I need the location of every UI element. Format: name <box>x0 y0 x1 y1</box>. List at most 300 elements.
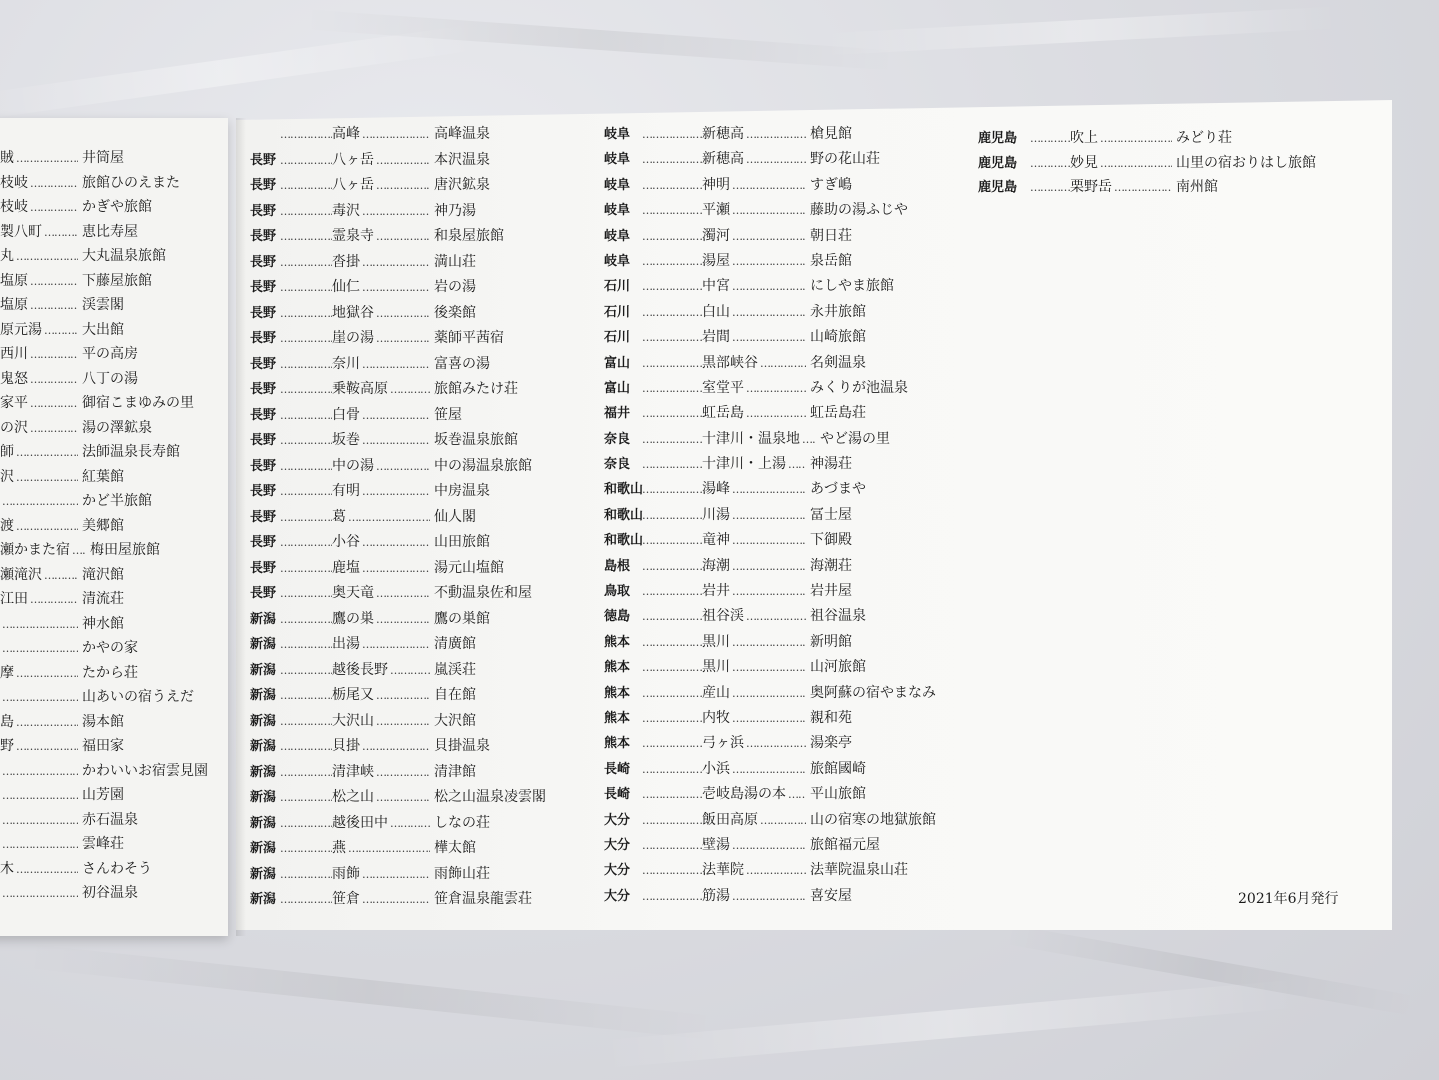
list-item <box>978 151 1316 176</box>
prefecture-label: 岐阜 <box>604 203 631 219</box>
inn-name: 奥阿蘇の宿やまなみ <box>810 684 936 701</box>
area-label: 黒川 <box>702 659 730 676</box>
list-item <box>0 710 208 735</box>
list-item <box>604 706 936 731</box>
leader-dots <box>746 122 806 147</box>
area-label: 塩原 <box>0 297 28 313</box>
leader-dots <box>30 343 78 368</box>
area-label: 飯田高原 <box>702 811 758 828</box>
list-item <box>0 881 208 906</box>
area-label: 白山 <box>702 303 730 320</box>
prefecture-label: 熊本 <box>604 634 631 650</box>
inn-name: 和泉屋旅館 <box>434 228 504 244</box>
leader-dots <box>802 427 816 452</box>
inn-name: 旅館國崎 <box>810 760 866 777</box>
area-label: 白骨 <box>332 406 360 423</box>
area-label: 新穂高 <box>702 151 744 168</box>
area-label: 祖谷渓 <box>702 608 744 625</box>
leader-dots <box>280 428 332 454</box>
inn-name: 藤助の湯ふじや <box>810 202 908 219</box>
list-item <box>250 326 546 352</box>
leader-dots <box>16 662 78 687</box>
area-label: 枝岐 <box>0 199 28 215</box>
area-label: 仙仁 <box>332 279 360 295</box>
area-label: 塩原 <box>0 272 28 289</box>
prefecture-label: 新潟 <box>250 713 277 729</box>
prefecture-label: 和歌山 <box>604 482 644 498</box>
area-label: 笹倉 <box>332 891 360 907</box>
list-item <box>604 630 936 655</box>
list-item <box>0 489 208 514</box>
area-label: 中宮 <box>702 278 730 295</box>
prefecture-label: 新潟 <box>250 637 277 652</box>
list-item <box>250 607 546 633</box>
list-item <box>978 126 1316 151</box>
inn-name: すぎ嶋 <box>810 176 852 193</box>
list-item <box>250 199 546 225</box>
list-item <box>604 274 936 299</box>
leader-dots <box>280 199 332 225</box>
prefecture-label: 鳥取 <box>604 584 631 600</box>
area-label: 虹岳島 <box>702 405 744 422</box>
area-label: 鬼怒 <box>0 370 28 387</box>
prefecture-label: 新潟 <box>250 688 277 703</box>
leader-dots <box>280 301 332 327</box>
prefecture-label: 長野 <box>250 458 277 474</box>
leader-dots <box>362 428 430 454</box>
leader-dots <box>362 352 430 378</box>
leader-dots <box>280 530 332 556</box>
area-label: 枝岐 <box>0 174 28 191</box>
area-label: 坂巻 <box>332 432 360 448</box>
leader-dots <box>362 199 430 225</box>
leader-dots <box>376 326 430 352</box>
prefecture-label: 長野 <box>250 152 277 168</box>
leader-dots <box>642 274 702 299</box>
leader-dots <box>280 352 332 378</box>
leader-dots <box>642 147 702 172</box>
leader-dots <box>280 760 332 786</box>
area-label: 小谷 <box>332 534 360 550</box>
inn-name: 福田家 <box>82 738 124 754</box>
area-label: 毒沢 <box>332 202 360 219</box>
inn-name: 鷹の巣館 <box>434 610 490 627</box>
list-item <box>0 440 208 465</box>
area-label: 越後長野 <box>332 661 388 678</box>
inn-name: 岩井屋 <box>810 583 852 600</box>
area-label: 沢 <box>0 468 14 485</box>
list-item <box>0 367 208 392</box>
prefecture-label: 長野 <box>250 178 277 193</box>
left-page-list <box>0 146 208 906</box>
prefecture-label: 長野 <box>250 560 277 576</box>
leader-dots <box>280 556 332 582</box>
inn-name: 平の高房 <box>82 346 138 362</box>
prefecture-label: 和歌山 <box>604 533 644 549</box>
prefecture-label: 富山 <box>604 355 631 371</box>
prefecture-label: 長野 <box>250 356 277 372</box>
prefecture-label: 新潟 <box>250 841 277 856</box>
area-label: 妙見 <box>1070 154 1098 171</box>
inn-name: 神湯荘 <box>810 456 852 473</box>
leader-dots <box>362 530 430 556</box>
area-label: 原元湯 <box>0 321 42 338</box>
leader-dots <box>280 505 332 531</box>
list-item <box>0 832 208 857</box>
area-label: 栃尾又 <box>332 687 374 703</box>
leader-dots <box>642 300 702 325</box>
area-label: 葛 <box>332 508 346 525</box>
prefecture-label: 長野 <box>250 484 277 499</box>
inn-name: 渓雲閣 <box>82 297 124 313</box>
prefecture-label: 長野 <box>250 331 277 346</box>
list-item <box>604 757 936 782</box>
list-item <box>250 173 546 199</box>
inn-name: 不動温泉佐和屋 <box>434 585 532 601</box>
leader-dots <box>280 581 332 607</box>
leader-dots <box>30 294 78 319</box>
area-label: 出湯 <box>332 636 360 652</box>
leader-dots <box>72 539 86 564</box>
leader-dots <box>732 833 806 858</box>
inn-name: 嵐渓荘 <box>434 661 476 678</box>
leader-dots <box>30 196 78 221</box>
leader-dots <box>362 632 430 658</box>
leader-dots <box>280 658 332 684</box>
area-label: 平瀬 <box>702 202 730 219</box>
area-label: 鷹の巣 <box>332 610 374 627</box>
leader-dots <box>44 221 78 246</box>
leader-dots <box>732 477 806 502</box>
list-item <box>0 636 208 661</box>
leader-dots <box>642 757 702 782</box>
inn-name: 樺太館 <box>434 840 476 856</box>
area-label: 地獄谷 <box>332 304 374 321</box>
leader-dots <box>642 528 702 553</box>
list-item <box>0 465 208 490</box>
list-item <box>250 377 546 403</box>
list-item <box>604 655 936 680</box>
prefecture-label: 岐阜 <box>604 228 631 244</box>
area-label: 川湯 <box>702 506 730 523</box>
inn-name: 海潮荘 <box>810 557 852 574</box>
area-label: 貝掛 <box>332 738 360 754</box>
prefecture-label: 新潟 <box>250 892 277 907</box>
leader-dots <box>1030 152 1070 177</box>
leader-dots <box>732 630 806 655</box>
leader-dots <box>348 836 430 862</box>
inn-name: さんわそう <box>82 860 152 877</box>
inn-name: 神水館 <box>82 615 124 632</box>
leader-dots <box>746 147 806 172</box>
prefecture-label: 熊本 <box>604 685 631 701</box>
list-item <box>250 658 546 684</box>
inn-name: 山田旅館 <box>434 534 490 550</box>
inn-name: 雨飾山荘 <box>434 865 490 882</box>
prefecture-label: 新潟 <box>250 764 277 780</box>
inn-name: 湯の澤鉱泉 <box>82 419 152 436</box>
area-label: 沓掛 <box>332 253 360 270</box>
area-label: 黒部峡谷 <box>702 354 758 371</box>
leader-dots <box>2 784 78 809</box>
inn-name: 湯元山塩館 <box>434 559 504 576</box>
inn-name: 坂巻温泉旅館 <box>434 432 518 448</box>
inn-name: たから荘 <box>82 664 138 681</box>
list-item <box>0 563 208 588</box>
leader-dots <box>280 275 332 301</box>
inn-name: 大丸温泉旅館 <box>82 248 166 264</box>
leader-dots <box>642 706 702 731</box>
inn-name: 山里の宿おりはし旅館 <box>1176 154 1316 171</box>
leader-dots <box>280 607 332 633</box>
leader-dots <box>280 683 332 709</box>
leader-dots <box>44 564 78 589</box>
inn-name: 中の湯温泉旅館 <box>434 457 532 474</box>
list-item <box>0 857 208 882</box>
inn-name: 笹屋 <box>434 406 462 423</box>
leader-dots <box>362 734 430 760</box>
prefecture-label: 新潟 <box>250 662 277 678</box>
inn-name: 松之山温泉凌雲閣 <box>434 789 546 805</box>
leader-dots <box>642 858 702 883</box>
leader-dots <box>376 224 430 250</box>
leader-dots <box>280 734 332 760</box>
area-label: 奥天竜 <box>332 585 374 601</box>
inn-name: やど湯の里 <box>820 430 890 447</box>
list-item <box>0 808 208 833</box>
list-item <box>604 833 936 858</box>
leader-dots <box>642 249 702 274</box>
inn-name: 富喜の湯 <box>434 355 490 372</box>
list-item <box>604 528 936 553</box>
leader-dots <box>376 148 430 174</box>
area-label: 家平 <box>0 395 28 411</box>
area-label: 木 <box>0 860 14 877</box>
area-label: 新穂高 <box>702 126 744 142</box>
leader-dots <box>732 300 806 325</box>
leader-dots <box>642 224 702 249</box>
inn-name: 紅葉館 <box>82 468 124 485</box>
prefecture-label: 大分 <box>604 837 631 853</box>
list-item <box>604 249 936 274</box>
area-label: 十津川・温泉地 <box>702 430 800 447</box>
leader-dots <box>642 579 702 604</box>
prefecture-label: 熊本 <box>604 736 631 752</box>
inn-name: 大出館 <box>82 321 124 338</box>
leader-dots <box>746 858 806 883</box>
list-item <box>0 538 208 563</box>
list-item <box>250 556 546 582</box>
area-label: 乗鞍高原 <box>332 381 388 397</box>
leader-dots <box>642 401 702 426</box>
prefecture-label: 大分 <box>604 812 631 828</box>
list-item <box>250 760 546 786</box>
leader-dots <box>2 833 78 858</box>
leader-dots <box>760 351 806 376</box>
list-item <box>604 427 936 452</box>
area-label: 内牧 <box>702 709 730 726</box>
leader-dots <box>44 319 78 344</box>
list-item <box>0 514 208 539</box>
inn-name: かど半旅館 <box>82 493 152 509</box>
inn-name: 親和苑 <box>810 709 852 726</box>
inn-name: 旅館ひのえまた <box>82 174 180 191</box>
leader-dots <box>642 351 702 376</box>
list-item <box>250 887 546 913</box>
list-item <box>250 224 546 250</box>
list-item <box>604 224 936 249</box>
area-label: 燕 <box>332 840 346 856</box>
leader-dots <box>376 173 430 199</box>
prefecture-label: 長野 <box>250 433 277 448</box>
area-label: 製八町 <box>0 223 42 240</box>
leader-dots <box>746 731 806 756</box>
list-item <box>0 146 208 171</box>
leader-dots <box>2 760 78 785</box>
list-item <box>0 759 208 784</box>
list-item <box>604 401 936 426</box>
leader-dots <box>642 503 702 528</box>
leader-dots <box>280 403 332 429</box>
list-item <box>0 685 208 710</box>
column-a-list <box>250 122 546 913</box>
list-item <box>250 785 546 811</box>
list-item <box>0 587 208 612</box>
list-item <box>604 325 936 350</box>
area-label: 竜神 <box>702 532 730 549</box>
leader-dots <box>732 579 806 604</box>
leader-dots <box>642 808 702 833</box>
prefecture-label: 岐阜 <box>604 152 631 168</box>
list-item <box>0 293 208 318</box>
list-item <box>604 579 936 604</box>
leader-dots <box>280 326 332 352</box>
list-item <box>250 479 546 505</box>
leader-dots <box>746 376 806 401</box>
area-label: 筋湯 <box>702 887 730 904</box>
list-item <box>978 175 1316 200</box>
leader-dots <box>760 808 806 833</box>
inn-name: 貝掛温泉 <box>434 738 490 754</box>
leader-dots <box>16 735 78 760</box>
inn-name: にしやま旅館 <box>810 278 894 295</box>
leader-dots <box>732 528 806 553</box>
area-label: 弓ヶ浜 <box>702 735 744 752</box>
inn-name: 山河旅館 <box>810 659 866 676</box>
list-item <box>604 173 936 198</box>
leader-dots <box>1100 127 1172 152</box>
list-item <box>250 352 546 378</box>
leader-dots <box>642 122 702 147</box>
leader-dots <box>732 325 806 350</box>
area-label: 江田 <box>0 591 28 607</box>
leader-dots <box>732 198 806 223</box>
leader-dots <box>642 604 702 629</box>
prefecture-label: 新潟 <box>250 866 277 882</box>
leader-dots <box>642 427 702 452</box>
list-item <box>604 376 936 401</box>
leader-dots <box>280 836 332 862</box>
list-item <box>250 683 546 709</box>
inn-name: 滝沢館 <box>82 566 124 583</box>
leader-dots <box>2 637 78 662</box>
prefecture-label: 長野 <box>250 509 277 525</box>
leader-dots <box>642 731 702 756</box>
inn-name: 朝日荘 <box>810 227 852 244</box>
list-item <box>250 530 546 556</box>
inn-name: 湯楽亭 <box>810 735 852 752</box>
leader-dots <box>280 454 332 480</box>
list-item <box>604 477 936 502</box>
prefecture-label: 鹿児島 <box>978 180 1018 196</box>
inn-name: 初谷温泉 <box>82 885 138 901</box>
leader-dots <box>1030 127 1070 152</box>
leader-dots <box>280 250 332 276</box>
leader-dots <box>2 882 78 907</box>
list-item <box>604 858 936 883</box>
leader-dots <box>280 224 332 250</box>
area-label: 吹上 <box>1070 130 1098 146</box>
page-gutter <box>236 118 246 936</box>
leader-dots <box>746 401 806 426</box>
list-item <box>250 403 546 429</box>
area-label: 中の湯 <box>332 457 374 474</box>
leader-dots <box>280 785 332 811</box>
leader-dots <box>642 884 702 909</box>
leader-dots <box>280 479 332 505</box>
prefecture-label: 長野 <box>250 229 277 244</box>
issue-date: 2021年6月発行 <box>1238 891 1339 907</box>
leader-dots <box>376 785 430 811</box>
leader-dots <box>788 782 806 807</box>
inn-name: 喜安屋 <box>810 887 852 904</box>
prefecture-label: 大分 <box>604 863 631 879</box>
inn-name: 梅田屋旅館 <box>90 542 160 558</box>
prefecture-label: 福井 <box>604 406 631 422</box>
prefecture-label: 新潟 <box>250 815 277 831</box>
area-label: 瀬滝沢 <box>0 566 42 583</box>
leader-dots <box>30 417 78 442</box>
leader-dots <box>1030 176 1070 201</box>
list-item <box>0 244 208 269</box>
inn-name: 平山旅館 <box>810 786 866 803</box>
prefecture-label: 石川 <box>604 279 631 295</box>
leader-dots <box>642 554 702 579</box>
leader-dots <box>732 224 806 249</box>
inn-name: 旅館みたけ荘 <box>434 381 518 397</box>
area-label: 霊泉寺 <box>332 228 374 244</box>
prefecture-label: 長野 <box>250 407 277 423</box>
inn-name: 井筒屋 <box>82 150 124 166</box>
prefecture-label: 鹿児島 <box>978 155 1018 171</box>
leader-dots <box>362 122 430 148</box>
area-label: 八ヶ岳 <box>332 151 374 168</box>
leader-dots <box>642 173 702 198</box>
list-item <box>0 783 208 808</box>
inn-name: 新明館 <box>810 633 852 650</box>
leader-dots <box>16 515 78 540</box>
area-label: 栗野岳 <box>1070 179 1112 196</box>
inn-name: 薬師平茜宿 <box>434 330 504 346</box>
prefecture-label: 長野 <box>250 382 277 397</box>
inn-name: 山の宿寒の地獄旅館 <box>810 811 936 828</box>
area-label: 高峰 <box>332 126 360 142</box>
list-item <box>250 505 546 531</box>
list-item <box>604 884 936 909</box>
list-item <box>250 709 546 735</box>
inn-name: 自在館 <box>434 687 476 703</box>
leader-dots <box>2 809 78 834</box>
